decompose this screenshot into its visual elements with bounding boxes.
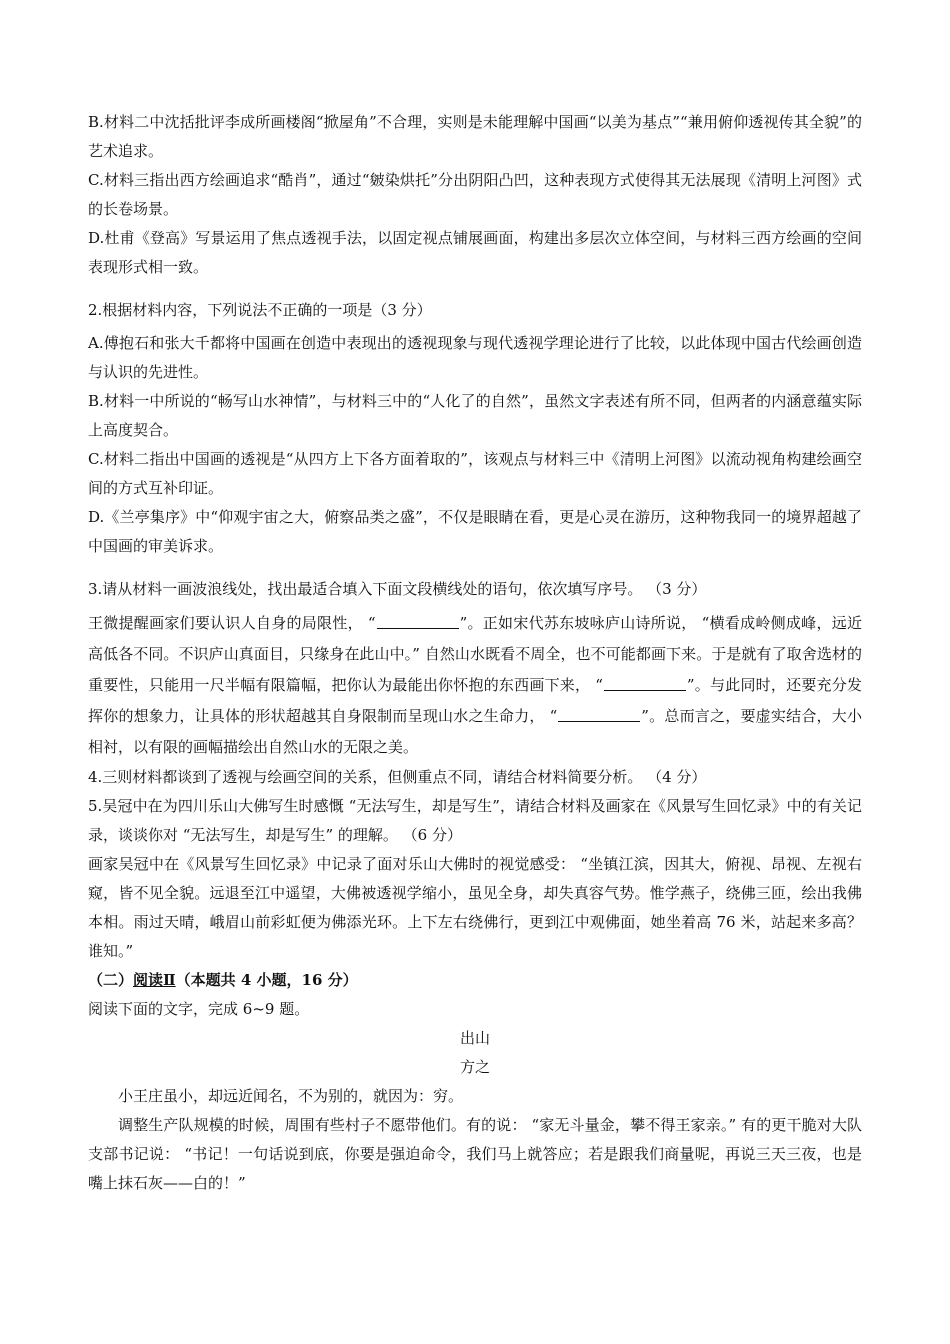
q2-stem: 2.根据材料内容，下列说法不正确的一项是（3 分） [88,301,432,319]
q5-quote: 画家吴冠中在《风景写生回忆录》中记录了面对乐山大佛时的视觉感受： “坐镇江滨，因其大，俯视、昂视、左视右窥，皆不见全貌。远退至江中遥望，大佛被透视学缩小，虽见全身，却失真容气势。惟学燕子，绕佛三匝，绘出我佛本相。雨过天晴，峨眉山前彩虹便为佛添光环。上下左右绕佛行，更到江中观佛面，她坐着高 76 米，站起来多高？谁知。” [88,855,862,960]
q2-option-b: B.材料一中所说的“畅写山水神情”，与材料三中的“人化了的自然”，虽然文字表述有所不同，但两者的内涵意蕴实际上高度契合。 [88,392,862,439]
q1-option-c: C.材料三指出西方绘画追求“酷肖”，通过“皴染烘托”分出阴阳凸凹，这种表现方式使得其无法展现《清明上河图》式的长卷场景。 [88,171,862,218]
q1-option-b: B.材料二中沈括批评李成所画楼阁“掀屋角”不合理，实则是未能理解中国画“以美为基点”“兼用俯仰透视传其全貌”的艺术追求。 [88,113,862,160]
q2-option-a: A.傅抱石和张大千都将中国画在创造中表现出的透视现象与现代透视学理论进行了比较，以此体现中国古代绘画创造与认识的先进性。 [88,334,862,381]
q1-option-d: D.杜甫《登高》写景运用了焦点透视手法，以固定视点铺展画面，构建出多层次立体空间，与材料三西方绘画的空间表现形式相一致。 [88,229,862,276]
q3-blank-1[interactable] [377,614,459,629]
q2-option-d: D.《兰亭集序》中“仰观宇宙之大，俯察品类之盛”，不仅是眼睛在看，更是心灵在游历，这种物我同一的境界超越了中国画的审美诉求。 [88,508,862,555]
q3-text-2: ”。正如宋代苏东坡咏庐山诗所说， “横看成岭侧成峰，远近高低各不同。不识庐山真面目，只缘身在此山中。” 自然山水既看不周全，也不可能都画下来。于是就有了取舍选材的重要性，只能用一尺半幅有限篇幅，把你认为最能出你怀抱的东西画下来， “ [88,614,862,694]
story-author: 方之 [459,1058,490,1076]
q3-blank-3[interactable] [558,707,640,722]
q3-stem: 3.请从材料一画波浪线处，找出最适合填入下面文段横线处的语句，依次填写序号。 （3 分） [88,580,707,598]
section-2-instruction: 阅读下面的文字，完成 6~9 题。 [88,1000,310,1018]
q3-passage [88,608,862,763]
section-2-prefix: （二） [88,971,134,989]
q3-text-4: ”。总而言之，要虚实结合，大小相衬，以有限的画幅描绘出自然山水的无限之美。 [88,707,862,756]
q3-text-1: 王微提醒画家们要认识人自身的局限性， “ [88,614,376,632]
q3-blank-2[interactable] [604,676,686,691]
q5-stem: 5.吴冠中在为四川乐山大佛写生时感慨 “无法写生，却是写生”，请结合材料及画家在《风景写生回忆录》中的有关记录，谈谈你对 “无法写生，却是写生” 的理解。 （6 分） [88,797,862,844]
section-2-suffix: （本题共 4 小题，16 分） [175,971,358,989]
q4-stem: 4.三则材料都谈到了透视与绘画空间的关系，但侧重点不同，请结合材料简要分析。 （4 分） [88,768,707,786]
story-paragraph-2: 调整生产队规模的时候，周围有些村子不愿带他们。有的说： “家无斗量金，攀不得王家亲。” 有的更干脆对大队支部书记说： “书记！一句话说到底，你要是强迫命令，我们马上就答应；若是跟我们商量呢，再说三天三夜，也是嘴上抹石灰——白的！” [88,1116,862,1192]
story-paragraph-1: 小王庄虽小，却远近闻名，不为别的，就因为：穷。 [118,1087,464,1105]
story-title: 出山 [459,1029,490,1047]
q2-option-c: C.材料二指出中国画的透视是“从四方上下各方面着取的”，该观点与材料三中《清明上河图》以流动视角构建绘画空间的方式互补印证。 [88,450,862,497]
section-2-heading [88,966,862,995]
section-2-title: 阅读Ⅱ [133,971,176,989]
q3-text-3: ”。与此同时，还要充分发挥你的想象力，让具体的形状超越其自身限制而呈现山水之生命力， “ [88,676,862,725]
